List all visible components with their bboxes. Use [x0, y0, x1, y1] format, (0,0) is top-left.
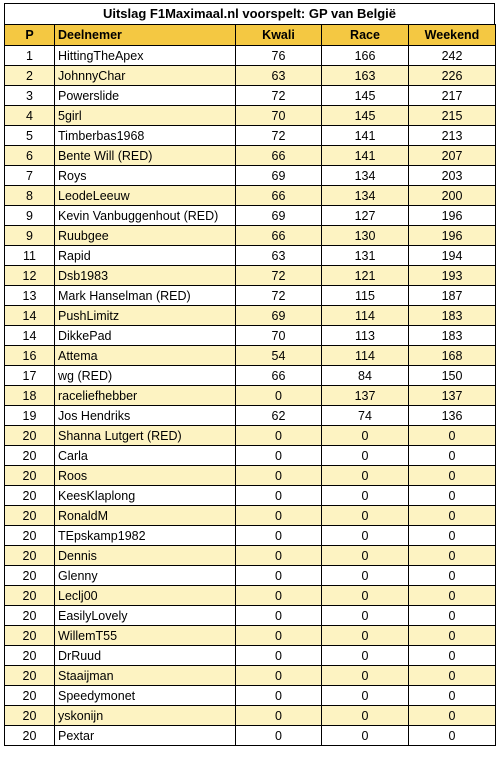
- table-row: [5, 106, 496, 126]
- cell-position: 9: [5, 206, 55, 226]
- cell-race: 0: [322, 466, 409, 486]
- table-row: [5, 726, 496, 746]
- column-header-kwali: Kwali: [236, 25, 322, 46]
- cell-participant: Attema: [55, 346, 236, 366]
- cell-weekend: 217: [409, 86, 496, 106]
- cell-position: 14: [5, 326, 55, 346]
- cell-participant: DrRuud: [55, 646, 236, 666]
- table-row: [5, 266, 496, 286]
- cell-kwali: 0: [236, 466, 322, 486]
- cell-weekend: 187: [409, 286, 496, 306]
- cell-race: 0: [322, 726, 409, 746]
- cell-weekend: 168: [409, 346, 496, 366]
- cell-kwali: 66: [236, 366, 322, 386]
- cell-weekend: 207: [409, 146, 496, 166]
- cell-weekend: 0: [409, 686, 496, 706]
- cell-kwali: 66: [236, 226, 322, 246]
- cell-kwali: 0: [236, 526, 322, 546]
- table-row: [5, 566, 496, 586]
- cell-race: 0: [322, 486, 409, 506]
- cell-race: 121: [322, 266, 409, 286]
- table-row: [5, 626, 496, 646]
- cell-weekend: 0: [409, 506, 496, 526]
- cell-participant: Roys: [55, 166, 236, 186]
- cell-position: 5: [5, 126, 55, 146]
- cell-position: 19: [5, 406, 55, 426]
- column-header-participant: Deelnemer: [55, 25, 236, 46]
- table-row: [5, 146, 496, 166]
- table-row: [5, 466, 496, 486]
- cell-position: 1: [5, 46, 55, 66]
- cell-participant: RonaldM: [55, 506, 236, 526]
- cell-weekend: 0: [409, 446, 496, 466]
- cell-kwali: 0: [236, 686, 322, 706]
- cell-weekend: 0: [409, 586, 496, 606]
- cell-participant: Glenny: [55, 566, 236, 586]
- cell-race: 0: [322, 586, 409, 606]
- cell-position: 18: [5, 386, 55, 406]
- cell-kwali: 69: [236, 166, 322, 186]
- cell-weekend: 194: [409, 246, 496, 266]
- cell-position: 7: [5, 166, 55, 186]
- cell-race: 84: [322, 366, 409, 386]
- cell-kwali: 72: [236, 266, 322, 286]
- cell-position: 20: [5, 666, 55, 686]
- cell-participant: wg (RED): [55, 366, 236, 386]
- table-row: [5, 426, 496, 446]
- table-row: [5, 606, 496, 626]
- cell-race: 0: [322, 606, 409, 626]
- table-row: [5, 526, 496, 546]
- results-sheet: [4, 3, 495, 746]
- cell-weekend: 215: [409, 106, 496, 126]
- cell-weekend: 0: [409, 466, 496, 486]
- cell-race: 0: [322, 666, 409, 686]
- cell-position: 16: [5, 346, 55, 366]
- cell-participant: LeodeLeeuw: [55, 186, 236, 206]
- cell-participant: Mark Hanselman (RED): [55, 286, 236, 306]
- cell-kwali: 0: [236, 666, 322, 686]
- table-row: [5, 226, 496, 246]
- table-row: [5, 46, 496, 66]
- cell-position: 13: [5, 286, 55, 306]
- cell-position: 20: [5, 726, 55, 746]
- cell-weekend: 0: [409, 666, 496, 686]
- cell-weekend: 200: [409, 186, 496, 206]
- table-row: [5, 386, 496, 406]
- cell-participant: Dsb1983: [55, 266, 236, 286]
- table-row: [5, 706, 496, 726]
- table-row: [5, 546, 496, 566]
- cell-participant: Dennis: [55, 546, 236, 566]
- cell-kwali: 76: [236, 46, 322, 66]
- cell-kwali: 0: [236, 646, 322, 666]
- cell-weekend: 0: [409, 646, 496, 666]
- cell-race: 131: [322, 246, 409, 266]
- cell-position: 20: [5, 546, 55, 566]
- cell-kwali: 70: [236, 106, 322, 126]
- cell-race: 134: [322, 166, 409, 186]
- table-row: [5, 306, 496, 326]
- cell-position: 20: [5, 506, 55, 526]
- cell-kwali: 72: [236, 86, 322, 106]
- cell-weekend: 0: [409, 526, 496, 546]
- table-row: [5, 686, 496, 706]
- cell-weekend: 136: [409, 406, 496, 426]
- cell-kwali: 0: [236, 706, 322, 726]
- table-row: [5, 286, 496, 306]
- cell-weekend: 213: [409, 126, 496, 146]
- cell-participant: Jos Hendriks: [55, 406, 236, 426]
- cell-race: 0: [322, 626, 409, 646]
- table-row: [5, 126, 496, 146]
- cell-kwali: 66: [236, 146, 322, 166]
- cell-kwali: 0: [236, 586, 322, 606]
- cell-position: 12: [5, 266, 55, 286]
- cell-race: 0: [322, 526, 409, 546]
- cell-position: 20: [5, 606, 55, 626]
- table-row: [5, 86, 496, 106]
- column-header-race: Race: [322, 25, 409, 46]
- cell-position: 20: [5, 446, 55, 466]
- table-header-row: [5, 25, 496, 46]
- cell-race: 166: [322, 46, 409, 66]
- cell-participant: WillemT55: [55, 626, 236, 646]
- cell-participant: Powerslide: [55, 86, 236, 106]
- table-row: [5, 666, 496, 686]
- cell-weekend: 0: [409, 426, 496, 446]
- cell-position: 20: [5, 646, 55, 666]
- cell-position: 11: [5, 246, 55, 266]
- cell-weekend: 226: [409, 66, 496, 86]
- cell-kwali: 0: [236, 426, 322, 446]
- table-row: [5, 246, 496, 266]
- table-row: [5, 366, 496, 386]
- cell-participant: EasilyLovely: [55, 606, 236, 626]
- cell-weekend: 0: [409, 546, 496, 566]
- cell-race: 0: [322, 566, 409, 586]
- cell-kwali: 69: [236, 306, 322, 326]
- cell-position: 20: [5, 566, 55, 586]
- cell-kwali: 69: [236, 206, 322, 226]
- cell-position: 9: [5, 226, 55, 246]
- table-row: [5, 166, 496, 186]
- cell-weekend: 193: [409, 266, 496, 286]
- cell-race: 130: [322, 226, 409, 246]
- cell-race: 115: [322, 286, 409, 306]
- table-row: [5, 446, 496, 466]
- column-header-position: P: [5, 25, 55, 46]
- cell-position: 20: [5, 426, 55, 446]
- cell-participant: PushLimitz: [55, 306, 236, 326]
- cell-position: 14: [5, 306, 55, 326]
- cell-participant: Leclj00: [55, 586, 236, 606]
- cell-participant: Rapid: [55, 246, 236, 266]
- cell-participant: Staaijman: [55, 666, 236, 686]
- page-title: Uitslag F1Maximaal.nl voorspelt: GP van België: [4, 3, 495, 24]
- cell-weekend: 242: [409, 46, 496, 66]
- cell-participant: Timberbas1968: [55, 126, 236, 146]
- cell-race: 141: [322, 126, 409, 146]
- cell-race: 0: [322, 706, 409, 726]
- cell-weekend: 196: [409, 226, 496, 246]
- cell-weekend: 183: [409, 306, 496, 326]
- cell-position: 20: [5, 486, 55, 506]
- cell-participant: TEpskamp1982: [55, 526, 236, 546]
- cell-race: 0: [322, 446, 409, 466]
- cell-race: 145: [322, 86, 409, 106]
- cell-weekend: 196: [409, 206, 496, 226]
- cell-participant: yskonijn: [55, 706, 236, 726]
- cell-kwali: 72: [236, 126, 322, 146]
- cell-kwali: 62: [236, 406, 322, 426]
- cell-position: 20: [5, 526, 55, 546]
- table-row: [5, 646, 496, 666]
- table-row: [5, 346, 496, 366]
- cell-kwali: 0: [236, 546, 322, 566]
- cell-participant: Pextar: [55, 726, 236, 746]
- cell-race: 0: [322, 426, 409, 446]
- cell-weekend: 0: [409, 726, 496, 746]
- cell-position: 20: [5, 466, 55, 486]
- cell-kwali: 54: [236, 346, 322, 366]
- cell-race: 163: [322, 66, 409, 86]
- cell-participant: Kevin Vanbuggenhout (RED): [55, 206, 236, 226]
- cell-kwali: 70: [236, 326, 322, 346]
- table-row: [5, 506, 496, 526]
- cell-race: 0: [322, 686, 409, 706]
- cell-participant: raceliefhebber: [55, 386, 236, 406]
- cell-weekend: 0: [409, 606, 496, 626]
- cell-kwali: 66: [236, 186, 322, 206]
- cell-participant: DikkePad: [55, 326, 236, 346]
- cell-participant: Roos: [55, 466, 236, 486]
- cell-participant: Speedymonet: [55, 686, 236, 706]
- cell-participant: Shanna Lutgert (RED): [55, 426, 236, 446]
- table-row: [5, 206, 496, 226]
- cell-kwali: 63: [236, 246, 322, 266]
- cell-kwali: 0: [236, 486, 322, 506]
- cell-kwali: 0: [236, 626, 322, 646]
- cell-race: 0: [322, 646, 409, 666]
- cell-position: 20: [5, 706, 55, 726]
- cell-race: 145: [322, 106, 409, 126]
- cell-participant: Bente Will (RED): [55, 146, 236, 166]
- cell-race: 141: [322, 146, 409, 166]
- cell-participant: JohnnyChar: [55, 66, 236, 86]
- cell-kwali: 0: [236, 386, 322, 406]
- cell-position: 3: [5, 86, 55, 106]
- cell-participant: Carla: [55, 446, 236, 466]
- cell-kwali: 0: [236, 506, 322, 526]
- cell-weekend: 150: [409, 366, 496, 386]
- cell-weekend: 0: [409, 626, 496, 646]
- cell-position: 17: [5, 366, 55, 386]
- cell-weekend: 0: [409, 566, 496, 586]
- cell-position: 20: [5, 626, 55, 646]
- cell-participant: HittingTheApex: [55, 46, 236, 66]
- cell-kwali: 63: [236, 66, 322, 86]
- cell-position: 20: [5, 586, 55, 606]
- cell-race: 113: [322, 326, 409, 346]
- cell-position: 8: [5, 186, 55, 206]
- cell-weekend: 0: [409, 486, 496, 506]
- cell-position: 2: [5, 66, 55, 86]
- table-row: [5, 586, 496, 606]
- cell-position: 4: [5, 106, 55, 126]
- cell-kwali: 0: [236, 446, 322, 466]
- cell-participant: Ruubgee: [55, 226, 236, 246]
- table-row: [5, 406, 496, 426]
- cell-position: 6: [5, 146, 55, 166]
- table-row: [5, 486, 496, 506]
- cell-race: 74: [322, 406, 409, 426]
- cell-race: 114: [322, 306, 409, 326]
- cell-kwali: 0: [236, 726, 322, 746]
- cell-weekend: 183: [409, 326, 496, 346]
- cell-kwali: 0: [236, 566, 322, 586]
- table-body: [5, 46, 496, 746]
- cell-weekend: 0: [409, 706, 496, 726]
- cell-participant: 5girl: [55, 106, 236, 126]
- cell-position: 20: [5, 686, 55, 706]
- cell-race: 0: [322, 546, 409, 566]
- cell-weekend: 203: [409, 166, 496, 186]
- cell-race: 137: [322, 386, 409, 406]
- table-row: [5, 66, 496, 86]
- column-header-weekend: Weekend: [409, 25, 496, 46]
- cell-race: 114: [322, 346, 409, 366]
- cell-kwali: 0: [236, 606, 322, 626]
- cell-race: 127: [322, 206, 409, 226]
- table-row: [5, 326, 496, 346]
- cell-race: 134: [322, 186, 409, 206]
- cell-kwali: 72: [236, 286, 322, 306]
- results-table: [4, 24, 496, 746]
- cell-participant: KeesKlaplong: [55, 486, 236, 506]
- cell-weekend: 137: [409, 386, 496, 406]
- table-row: [5, 186, 496, 206]
- cell-race: 0: [322, 506, 409, 526]
